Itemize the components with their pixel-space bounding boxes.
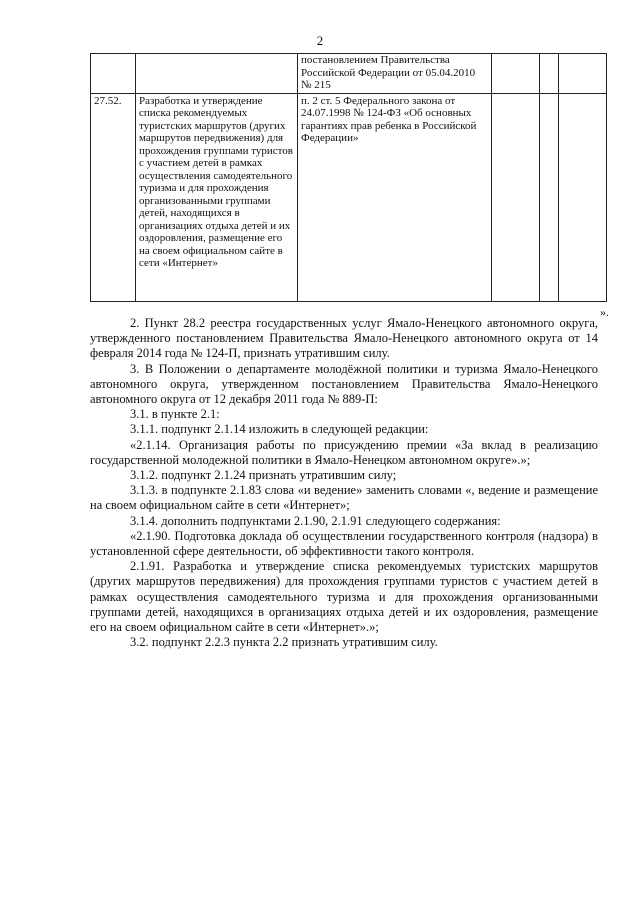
document-body xyxy=(90,316,598,650)
table-cell-empty xyxy=(540,54,559,94)
paragraph-3-1-2: 3.1.2. подпункт 2.1.24 признать утратившим силу; xyxy=(130,468,397,483)
paragraph-2-1-14: «2.1.14. Организация работы по присуждению премии «За вклад в реализацию государственной молодежной политики в Ямало-Ненецком автономном округе».»; xyxy=(90,437,598,467)
paragraph-3-1-3: 3.1.3. в подпункте 2.1.83 слова «и ведение» заменить словами «, ведение и размещение на своем официальном сайте в сети «Интернет»; xyxy=(90,483,598,513)
table-cell-empty xyxy=(136,54,298,94)
continuation-cell: постановлением Правительства Российской Федерации от 05.04.2010 № 215 xyxy=(298,54,492,94)
paragraph-3-1-1: 3.1.1. подпункт 2.1.14 изложить в следующей редакции: xyxy=(130,422,429,437)
table-cell-empty xyxy=(559,93,607,301)
paragraph-2: 2. Пункт 28.2 реестра государственных услуг Ямало-Ненецкого автономного округа, утвержденного постановлением Правительства Ямало-Ненецкого автономного округа от 14 февраля 2014 года № 124-П, признать утратившим силу. xyxy=(90,316,598,361)
table-row xyxy=(91,93,607,301)
service-name: Разработка и утверждение списка рекомендуемых туристских маршрутов (других маршрутов передвижения) для прохождения группами туристов с участием детей в рамках осуществления самодеятельного туризма и для прохождения организованными группами детей, находящихся в организациях отдыха детей и их оздоровления, размещение его на своем официальном сайте в сети «Интернет» xyxy=(136,93,298,301)
page-number: 2 xyxy=(316,33,324,48)
row-number: 27.52. xyxy=(91,93,136,301)
legal-basis: п. 2 ст. 5 Федерального закона от 24.07.1998 № 124-ФЗ «Об основных гарантиях прав ребенка в Российской Федерации» xyxy=(298,93,492,301)
paragraph-3-1-4: 3.1.4. дополнить подпунктами 2.1.90, 2.1.91 следующего содержания: xyxy=(130,513,501,528)
paragraph-3-2: 3.2. подпункт 2.2.3 пункта 2.2 признать утратившим силу. xyxy=(130,635,438,650)
table-cell-empty xyxy=(91,54,136,94)
table-row-continuation xyxy=(91,54,607,94)
table-cell-empty xyxy=(559,54,607,94)
paragraph-3-1: 3.1. в пункте 2.1: xyxy=(130,407,220,422)
table-cell-empty xyxy=(492,93,540,301)
paragraph-2-1-90: «2.1.90. Подготовка доклада об осуществлении государственного контроля (надзора) в установленной сфере деятельности, об эффективности такого контроля. xyxy=(90,528,598,559)
paragraph-3: 3. В Положении о департаменте молодёжной политики и туризма Ямало-Ненецкого автономного округа, утвержденном постановлением Правительства Ямало-Ненецкого автономного округа от 12 декабря 2011 года № 889-П: xyxy=(90,361,598,407)
table-cell-empty xyxy=(492,54,540,94)
paragraph-2-1-91: 2.1.91. Разработка и утверждение списка рекомендуемых туристских маршрутов (других маршрутов передвижения) для прохождения группами туристов с участием детей в рамках осуществления самодеятельного туризма и для прохождения организованными группами детей, находящихся в организациях отдыха детей и их оздоровления, размещение его на своем официальном сайте в сети «Интернет».»; xyxy=(90,559,598,635)
registry-table xyxy=(90,53,607,302)
closing-quote: ». xyxy=(600,305,609,319)
table-cell-empty xyxy=(540,93,559,301)
